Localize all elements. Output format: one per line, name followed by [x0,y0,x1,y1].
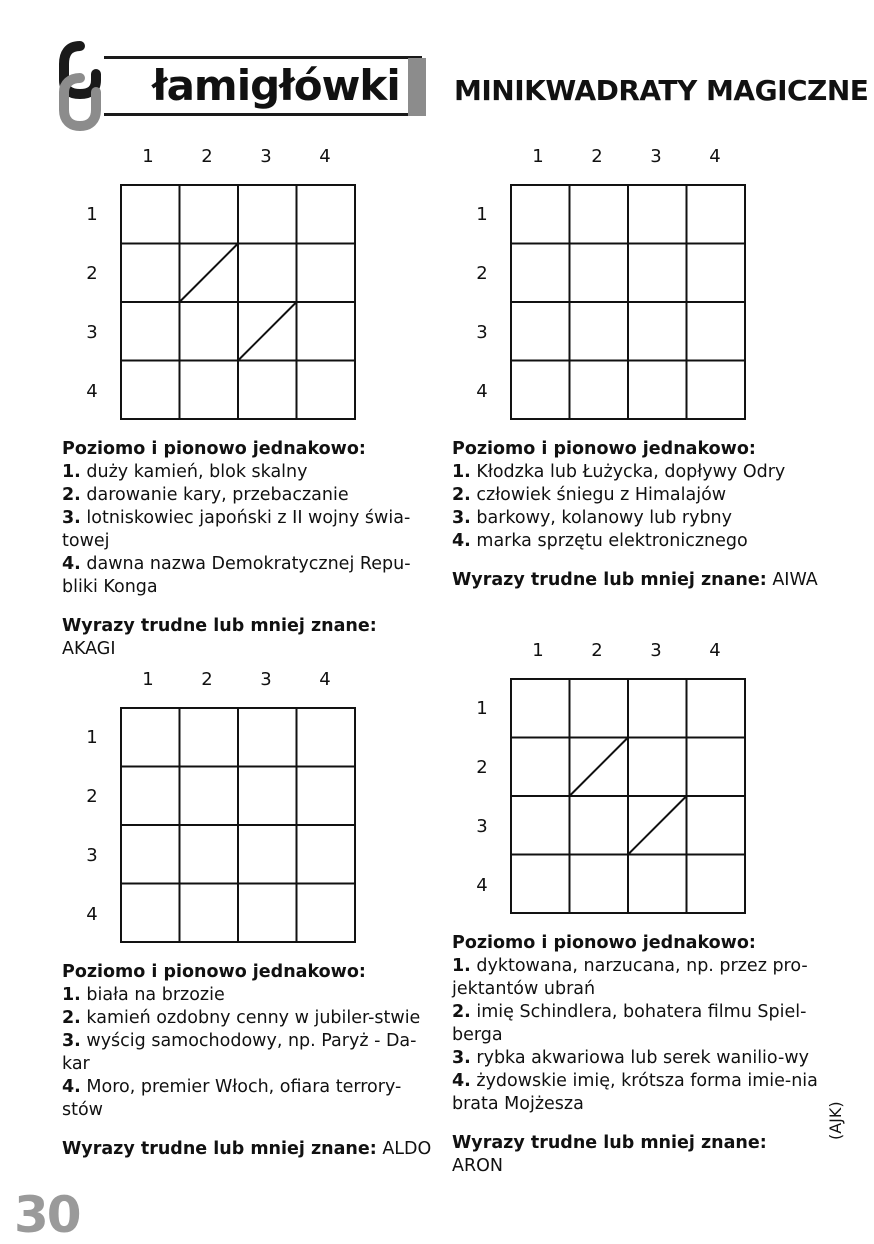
clue-number: 1. [62,985,81,1005]
column-number: 1 [532,640,544,661]
hard-words [62,615,432,661]
clue-text: dawna nazwa Demokratycznej Repu-bliki Konga [62,554,411,597]
title-accent-bar [408,58,426,116]
grid-cell[interactable] [569,185,628,244]
clues-heading: Poziomo i pionowo jednakowo: [452,439,756,459]
clue-item [62,1007,432,1030]
hard-words [452,1132,822,1178]
grid-cell[interactable] [121,243,180,302]
clues-block [62,438,432,661]
column-number: 3 [260,669,272,690]
row-number: 4 [476,381,488,402]
clue-text: biała na brzozie [80,985,225,1005]
page-number: 30 [14,1186,80,1244]
hard-words [62,1138,432,1161]
clue-item [62,507,432,553]
author-credit: (AJK) [826,1101,845,1140]
clue-number: 4. [452,1071,471,1091]
grid-cell[interactable] [687,796,746,855]
grid-cell[interactable] [297,243,356,302]
row-number: 1 [86,204,98,225]
column-number: 2 [201,669,213,690]
clue-number: 4. [452,531,471,551]
clue-number: 1. [452,462,471,482]
grid-cell[interactable] [569,361,628,420]
clue-item [62,484,432,507]
grid-cell[interactable] [687,361,746,420]
column-number: 2 [591,146,603,167]
clue-number: 3. [62,1031,81,1051]
logo [58,40,102,132]
row-number: 4 [86,904,98,925]
column-numbers [62,669,462,709]
hard-words-label: Wyrazy trudne lub mniej znane: [452,1133,767,1153]
grid-cell[interactable] [121,185,180,244]
grid-cell[interactable] [628,302,687,361]
grid-cell[interactable] [687,737,746,796]
grid-cell[interactable] [297,708,356,767]
hard-words-value: AKAGI [62,639,116,659]
clue-number: 1. [452,956,471,976]
grid-cell[interactable] [569,679,628,738]
clue-item [452,507,822,530]
grid-cell[interactable] [687,185,746,244]
grid-cell[interactable] [511,855,570,914]
grid-cell[interactable] [179,766,238,825]
clue-text: barkowy, kolanowy lub rybny [470,508,732,528]
row-number: 2 [476,757,488,778]
clue-text: imię Schindlera, bohatera filmu Spiel-berga [452,1002,807,1045]
grid-cell[interactable] [121,766,180,825]
grid-cell[interactable] [628,361,687,420]
grid-cell[interactable] [687,302,746,361]
grid-cell[interactable] [511,737,570,796]
grid-cell[interactable] [297,185,356,244]
clue-item [452,1070,822,1116]
hard-words-label: Wyrazy trudne lub mniej znane: [62,1139,377,1159]
clue-item [452,461,822,484]
clue-item [62,553,432,599]
clue-text: Kłodzka lub Łużycka, dopływy Odry [470,462,786,482]
grid-cell[interactable] [511,679,570,738]
clue-item [62,1076,432,1122]
grid-cell[interactable] [179,708,238,767]
hard-words [452,569,822,592]
clue-item [452,530,822,553]
column-number: 2 [201,146,213,167]
title-box [104,56,422,116]
clue-number: 3. [452,1048,471,1068]
clue-text: żydowskie imię, krótsza forma imie-nia brata Mojżesza [452,1071,818,1114]
grid-cell[interactable] [179,302,238,361]
grid-cell[interactable] [179,884,238,943]
grid-cell[interactable] [179,185,238,244]
clue-number: 3. [452,508,471,528]
grid-cell[interactable] [628,185,687,244]
clue-item [452,1001,822,1047]
column-number: 4 [709,640,721,661]
grid-cell[interactable] [238,884,297,943]
column-number: 1 [532,146,544,167]
clue-number: 3. [62,508,81,528]
clue-text: lotniskowiec japoński z II wojny świa-towej [62,508,411,551]
clue-text: duży kamień, blok skalny [80,462,308,482]
clue-text: marka sprzętu elektronicznego [470,531,748,551]
clue-number: 1. [62,462,81,482]
grid-cell[interactable] [121,302,180,361]
grid-cell[interactable] [297,825,356,884]
grid-cell[interactable] [121,708,180,767]
column-number: 3 [260,146,272,167]
grid-cell[interactable] [238,825,297,884]
grid-cell[interactable] [238,708,297,767]
grid-cell[interactable] [569,302,628,361]
grid-cell[interactable] [297,884,356,943]
column-number: 4 [709,146,721,167]
grid-cell[interactable] [238,361,297,420]
column-number: 3 [650,146,662,167]
column-number: 3 [650,640,662,661]
grid-cell[interactable] [628,737,687,796]
clues-block [452,932,822,1178]
column-number: 4 [319,669,331,690]
row-number: 1 [476,698,488,719]
grid-cell[interactable] [238,185,297,244]
grid-cell[interactable] [511,302,570,361]
row-number: 3 [476,816,488,837]
grid-cell[interactable] [297,361,356,420]
column-number: 2 [591,640,603,661]
row-number: 1 [476,204,488,225]
grid-cell[interactable] [628,243,687,302]
grid-cell[interactable] [569,855,628,914]
clue-item [452,484,822,507]
page-title: łamigłówki [152,61,400,110]
puzzle-grid[interactable] [120,184,356,420]
clue-number: 4. [62,554,81,574]
grid-cell[interactable] [569,243,628,302]
grid-cell[interactable] [179,361,238,420]
row-number: 3 [86,845,98,866]
row-number: 3 [86,322,98,343]
puzzle-grid[interactable] [510,184,746,420]
puzzle-grid[interactable] [510,678,746,914]
clues-heading: Poziomo i pionowo jednakowo: [62,439,366,459]
grid-cell[interactable] [238,243,297,302]
clues-block [62,961,432,1161]
row-number: 2 [476,263,488,284]
clue-item [62,1030,432,1076]
link-logo-icon [58,40,102,132]
grid-cell[interactable] [569,796,628,855]
clues-block [452,438,822,592]
clues-heading: Poziomo i pionowo jednakowo: [452,933,756,953]
grid-cell[interactable] [121,361,180,420]
column-number: 1 [142,146,154,167]
clue-text: człowiek śniegu z Himalajów [470,485,727,505]
clue-number: 2. [452,1002,471,1022]
row-number: 3 [476,322,488,343]
hard-words-value: ARON [452,1156,503,1176]
clue-text: darowanie kary, przebaczanie [80,485,349,505]
grid-cell[interactable] [628,679,687,738]
clue-item [452,1047,822,1070]
grid-cell[interactable] [687,679,746,738]
grid-cell[interactable] [297,302,356,361]
column-numbers [452,146,852,186]
row-number: 1 [86,727,98,748]
grid-cell[interactable] [511,361,570,420]
grid-cell[interactable] [687,243,746,302]
row-number: 4 [476,875,488,896]
row-number: 2 [86,786,98,807]
clue-text: dyktowana, narzucana, np. przez pro-jektantów ubrań [452,956,808,999]
grid-cell[interactable] [687,855,746,914]
grid-cell[interactable] [121,825,180,884]
clue-item [452,955,822,1001]
grid-cell[interactable] [628,855,687,914]
hard-words-value: ALDO [376,1139,432,1159]
puzzle-grid[interactable] [120,707,356,943]
clue-text: Moro, premier Włoch, ofiara terrory-stów [62,1077,402,1120]
clue-text: kamień ozdobny cenny w jubiler-stwie [80,1008,421,1028]
clue-text: rybka akwariowa lub serek wanilio-wy [470,1048,809,1068]
grid-cell[interactable] [297,766,356,825]
column-numbers [452,640,852,680]
grid-cell[interactable] [511,243,570,302]
column-number: 4 [319,146,331,167]
clue-number: 2. [62,485,81,505]
grid-cell[interactable] [511,185,570,244]
row-number: 2 [86,263,98,284]
clue-number: 2. [62,1008,81,1028]
column-numbers [62,146,462,186]
clue-number: 2. [452,485,471,505]
clue-number: 4. [62,1077,81,1097]
grid-cell[interactable] [179,825,238,884]
section-heading: MINIKWADRATY MAGICZNE [454,74,869,107]
hard-words-value: AIWA [766,570,818,590]
hard-words-label: Wyrazy trudne lub mniej znane: [62,616,377,636]
clue-text: wyścig samochodowy, np. Paryż - Da-kar [62,1031,417,1074]
grid-cell[interactable] [121,884,180,943]
column-number: 1 [142,669,154,690]
grid-cell[interactable] [511,796,570,855]
grid-cell[interactable] [238,766,297,825]
row-number: 4 [86,381,98,402]
hard-words-label: Wyrazy trudne lub mniej znane: [452,570,767,590]
clue-item [62,461,432,484]
clues-heading: Poziomo i pionowo jednakowo: [62,962,366,982]
clue-item [62,984,432,1007]
